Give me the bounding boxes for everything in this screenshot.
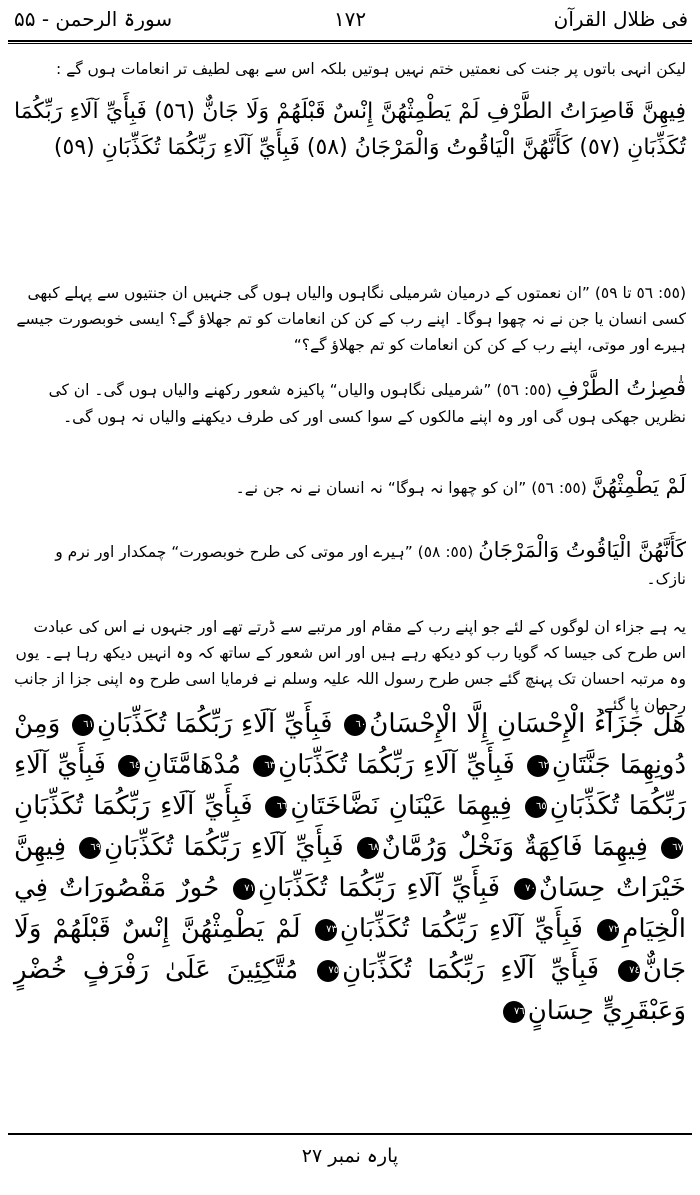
ayah-marker: ٧٥	[317, 960, 339, 982]
gloss-ref: (٥٥: ٥٨)	[417, 543, 474, 561]
quran-line: فَبِأَيِّ آلَاءِ رَبِّكُمَا تُكَذِّبَانِ	[278, 750, 515, 780]
para-number: پارہ نمبر ۲۷	[301, 1145, 399, 1167]
quran-line: فَبِأَيِّ آلَاءِ رَبِّكُمَا تُكَذِّبَانِ	[104, 832, 344, 862]
ayah-marker: ٦١	[72, 714, 94, 736]
ayah-marker: ٦٥	[525, 796, 547, 818]
quran-line: فَبِأَيِّ آلَاءِ رَبِّكُمَا تُكَذِّبَانِ	[14, 750, 687, 821]
ayah-marker: ٦٤	[118, 755, 140, 777]
quran-line: فَبِأَيِّ آلَاءِ رَبِّكُمَا تُكَذِّبَانِ	[342, 955, 600, 985]
verse-translation-text: ”ان نعمتوں کے درمیان شرمیلی نگاہوں والیاں ہوں گی جنہیں ان جنتیوں سے پہلے کبھی کسی انسان یا جن نے نہ چھوا ہوگا۔ اپنے رب کے کن کن انعامات کو تم جھلاؤ گے؟ ایسی خوبصورت جیسے ہیرے اور موتی، اپنے رب کے کن کن انعامات کو تم جھلاؤ گے؟“	[16, 284, 686, 354]
quran-line: فَبِأَيِّ آلَاءِ رَبِّكُمَا تُكَذِّبَانِ	[96, 709, 333, 739]
quran-passage	[14, 704, 686, 1128]
verse-translation-ref: (٥٥: ٥٦ تا ٥٩)	[594, 284, 686, 302]
gloss-arabic: كَأَنَّهُنَّ الْيَاقُوتُ وَالْمَرْجَانُ	[478, 538, 686, 562]
page-header	[8, 0, 692, 40]
quran-line: هَلْ جَزَاءُ الْإِحْسَانِ إِلَّا الْإِحْسَانُ	[369, 709, 687, 739]
verse-translation	[14, 280, 686, 360]
gloss-text: ”شرمیلی نگاہوں والیاں“ پاکیزہ شعور رکھنے والیاں ہوں گی۔ ان کی نظریں جھکی ہوں گی اور وہ اپنے مالکوں کے سوا کسی اور کی طرف دیکھنے والیاں نہ ہوں گی۔	[48, 381, 686, 426]
ayah-marker: ٦٨	[357, 837, 379, 859]
quran-line: حُورٌ مَقْصُورَاتٌ فِي الْخِيَامِ	[14, 873, 687, 944]
arabic-verse-block: فِيهِنَّ قَاصِرَاتُ الطَّرْفِ لَمْ يَطْمِثْهُنَّ إِنْسٌ قَبْلَهُمْ وَلَا جَانٌّ (٥٦) فَبِأَيِّ آلَاءِ رَبِّكُمَا تُكَذِّبَانِ (٥٧) كَأَنَّهُنَّ الْيَاقُوتُ وَالْمَرْجَانُ (٥٨) فَبِأَيِّ آلَاءِ رَبِّكُمَا تُكَذِّبَانِ (٥٩)	[14, 99, 686, 160]
gloss-ref: (٥٥: ٥٦)	[496, 381, 552, 399]
ayah-marker: ٦٠	[344, 714, 366, 736]
book-title: فی ظلال القرآن	[553, 7, 688, 31]
quran-line: فَبِأَيِّ آلَاءِ رَبِّكُمَا تُكَذِّبَانِ	[339, 914, 583, 944]
gloss-arabic: قٰصِرٰتُ الطَّرْفِ	[556, 376, 686, 400]
quran-line: مُتَّكِئِينَ عَلَىٰ رَفْرَفٍ خُضْرٍ وَعَبْقَرِيٍّ حِسَانٍ	[14, 955, 686, 1026]
ayah-marker: ٧٢	[597, 919, 619, 941]
page-number: ۱۷۲	[333, 7, 367, 31]
ayah-marker: ٧٤	[618, 960, 640, 982]
gloss-item	[14, 470, 686, 510]
quran-line: فِيهِمَا عَيْنَانِ نَضَّاخَتَانِ	[290, 791, 512, 821]
quran-line: فَبِأَيِّ آلَاءِ رَبِّكُمَا تُكَذِّبَانِ	[258, 873, 501, 903]
gloss-ref: (٥٥: ٥٦)	[531, 479, 587, 497]
gloss-text: ”ہیرے اور موتی کی طرح خوبصورت“ چمکدار اور نرم و نازک۔	[55, 543, 686, 588]
ayah-marker: ٧٣	[315, 919, 337, 941]
ayah-marker: ٧١	[233, 878, 255, 900]
gloss-text: ”ان کو چھوا نہ ہوگا“ نہ انسان نے نہ جن نے۔	[235, 479, 527, 497]
footer-rule	[8, 1133, 692, 1135]
quran-line: وَمِنْ دُونِهِمَا جَنَّتَانِ	[14, 709, 687, 780]
quran-line: فِيهِمَا فَاكِهَةٌ وَنَخْلٌ وَرُمَّانٌ	[381, 832, 648, 862]
ayah-marker: ٦٢	[527, 755, 549, 777]
quran-line: مُدْهَامَّتَانِ	[143, 750, 241, 780]
ayah-marker: ٧٠	[514, 878, 536, 900]
gloss-item	[14, 372, 686, 446]
surah-label: سورۃ الرحمن - ۵۵	[14, 7, 173, 31]
quran-line: فِيهِنَّ خَيْرَاتٌ حِسَانٌ	[14, 832, 687, 903]
gloss-item	[14, 534, 686, 606]
quran-line: فَبِأَيِّ آلَاءِ رَبِّكُمَا تُكَذِّبَانِ	[14, 791, 253, 821]
closing-paragraph: یہ ہے جزاء ان لوگوں کے لئے جو اپنے رب کے مقام اور مرتبے سے ڈرتے تھے اور جنہوں نے اس کی عبادت اس طرح کی جیسا کہ گویا رب کو دیکھ رہے ہیں اور اس شعور کے ساتھ کہ وہ انہیں دیکھ رہا ہے۔ یوں وہ مرتبہ احسان تک پہنچ گئے جس طرح رسول اللہ علیہ وسلم نے فرمایا اسی طرح وہ اپنی جزا از جانب رحمان پا گئے۔	[14, 618, 686, 714]
quran-line: لَمْ يَطْمِثْهُنَّ إِنْسٌ قَبْلَهُمْ وَلَا جَانٌّ	[14, 914, 687, 985]
gloss-arabic: لَمْ يَطْمِثْهُنَّ	[591, 474, 686, 498]
ayah-marker: ٦٦	[265, 796, 287, 818]
ayah-marker: ٧٦	[503, 1001, 525, 1023]
ayah-marker: ٦٩	[79, 837, 101, 859]
header-rule	[8, 40, 692, 42]
header-rule-thin	[8, 43, 692, 44]
ayah-marker: ٦٣	[253, 755, 275, 777]
ayah-marker: ٦٧	[661, 837, 683, 859]
intro-paragraph: لیکن انہی باتوں پر جنت کی نعمتیں ختم نہیں ہوتیں بلکہ اس سے بھی لطیف تر انعامات ہوں گے :	[56, 60, 686, 78]
